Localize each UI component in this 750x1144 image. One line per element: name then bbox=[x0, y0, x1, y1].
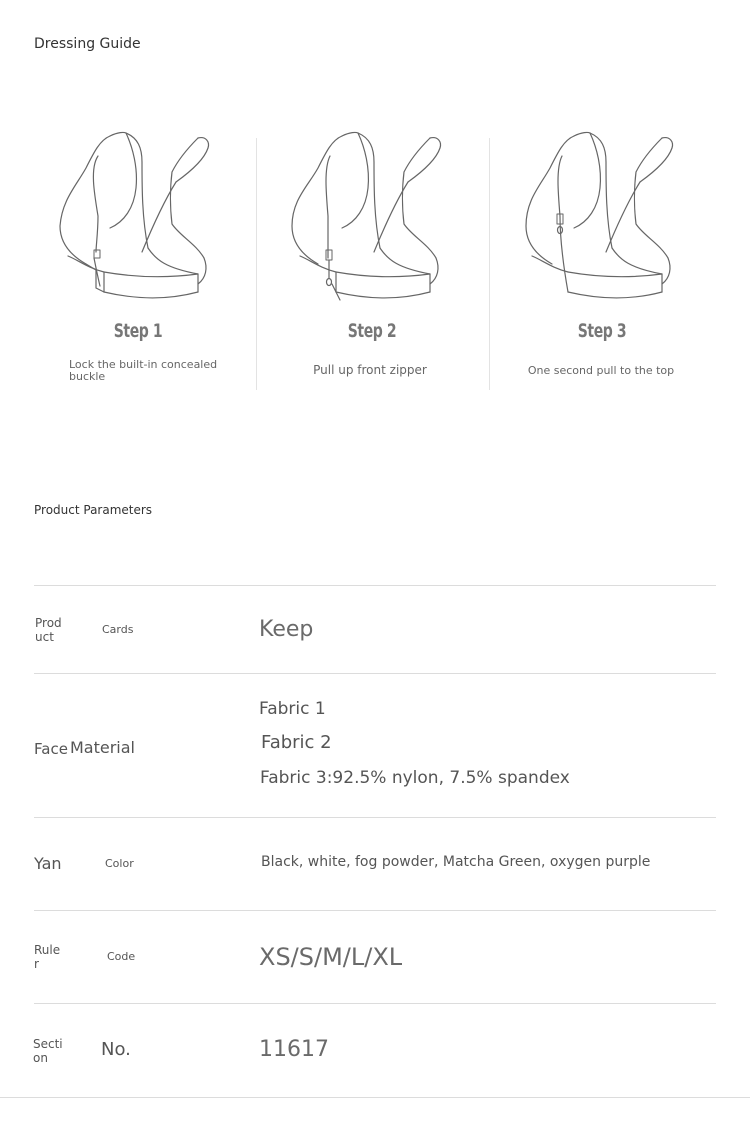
param-label-primary: Rule r bbox=[34, 943, 61, 971]
param-value-fabric: Fabric 3:92.5% nylon, 7.5% spandex bbox=[260, 768, 570, 788]
param-label-secondary: Material bbox=[70, 738, 135, 757]
section-title-dressing-guide: Dressing Guide bbox=[34, 36, 141, 52]
step-divider bbox=[489, 138, 490, 390]
page-bottom-divider bbox=[0, 1097, 750, 1098]
param-label-primary: Face bbox=[34, 740, 68, 758]
param-label-secondary: Cards bbox=[102, 623, 134, 636]
bra-zipped-illustration-icon bbox=[502, 128, 702, 308]
step-card-1 bbox=[38, 128, 238, 398]
table-divider bbox=[34, 910, 716, 911]
step-desc-1: Lock the built-in concealed buckle bbox=[69, 358, 218, 383]
param-label-primary: Yan bbox=[34, 854, 62, 873]
param-label-primary: Prod uct bbox=[35, 616, 62, 644]
table-divider bbox=[34, 817, 716, 818]
step-desc-2: Pull up front zipper bbox=[313, 363, 427, 377]
param-label-secondary: Code bbox=[107, 950, 136, 963]
param-value-fabric: Fabric 1 bbox=[259, 699, 326, 719]
step-divider bbox=[256, 138, 257, 390]
param-value-size: XS/S/M/L/XL bbox=[259, 943, 403, 971]
step-card-3 bbox=[502, 128, 702, 398]
step-desc-3: One second pull to the top bbox=[527, 364, 675, 377]
table-divider bbox=[34, 1003, 716, 1004]
table-divider bbox=[34, 673, 716, 674]
bra-zipper-illustration-icon bbox=[272, 128, 472, 308]
step-label-2: Step 2 bbox=[347, 320, 397, 342]
param-label-secondary: No. bbox=[101, 1039, 131, 1060]
step-label-1: Step 1 bbox=[113, 320, 163, 342]
param-label-secondary: Color bbox=[105, 857, 134, 870]
param-value-fabric: Fabric 2 bbox=[261, 732, 332, 753]
step-label-3: Step 3 bbox=[577, 320, 627, 342]
param-label-primary: Secti on bbox=[33, 1037, 63, 1065]
param-value-color: Black, white, fog powder, Matcha Green, oxygen purple bbox=[261, 854, 651, 870]
param-value-brand: Keep bbox=[259, 617, 314, 642]
bra-front-buckle-illustration-icon bbox=[38, 128, 238, 308]
table-divider bbox=[34, 585, 716, 586]
section-title-product-parameters: Product Parameters bbox=[34, 503, 153, 517]
param-value-style-number: 11617 bbox=[259, 1037, 329, 1062]
step-card-2 bbox=[272, 128, 472, 398]
